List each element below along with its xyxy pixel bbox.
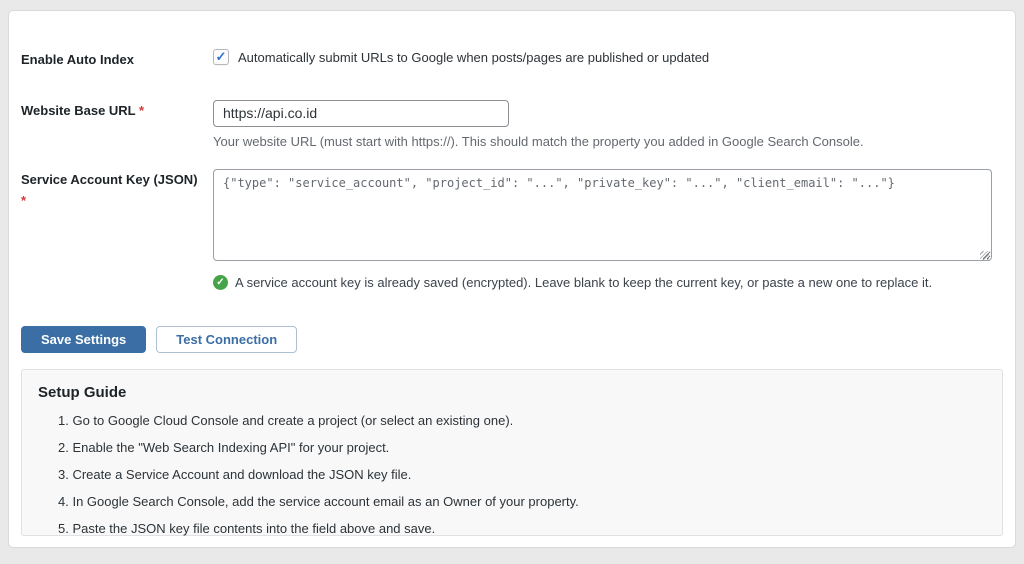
- auto-index-label: Enable Auto Index: [21, 52, 134, 67]
- settings-card: [8, 10, 1016, 548]
- test-connection-button[interactable]: Test Connection: [156, 326, 297, 353]
- auto-index-checkbox[interactable]: [213, 49, 229, 65]
- setup-guide-title: Setup Guide: [38, 383, 127, 401]
- checkbox-check-icon: ✓: [215, 48, 227, 64]
- success-check-icon: ✓: [213, 275, 228, 290]
- setup-guide-steps: [38, 413, 986, 536]
- auto-index-row: [21, 49, 1003, 70]
- setup-step: 1. Go to Google Cloud Console and create a project (or select an existing one).: [58, 412, 514, 428]
- base-url-label: Website Base URL *: [21, 102, 145, 118]
- required-asterisk: *: [21, 192, 27, 208]
- setup-guide-panel: [21, 369, 1003, 536]
- textarea-resize-handle[interactable]: [980, 251, 989, 260]
- service-key-textarea[interactable]: [213, 169, 992, 261]
- required-asterisk: *: [139, 102, 145, 118]
- setup-step: 2. Enable the "Web Search Indexing API" for your project.: [58, 439, 390, 455]
- service-key-row: [21, 169, 1003, 290]
- service-key-label: Service Account Key (JSON) *: [21, 169, 213, 211]
- button-bar: [21, 326, 1003, 353]
- auto-index-checkbox-label[interactable]: Automatically submit URLs to Google when posts/pages are published or updated: [238, 49, 710, 65]
- save-settings-button[interactable]: Save Settings: [21, 326, 146, 353]
- key-saved-status: [213, 275, 1003, 290]
- setup-step: 4. In Google Search Console, add the service account email as an Owner of your property.: [58, 493, 579, 509]
- base-url-help-text: Your website URL (must start with https://). This should match the property you added in Google Search Console.: [213, 133, 864, 149]
- setup-step: 3. Create a Service Account and download the JSON key file.: [58, 466, 412, 482]
- key-saved-status-text: A service account key is already saved (encrypted). Leave blank to keep the current key, or paste a new one to replace it.: [235, 274, 933, 290]
- base-url-input[interactable]: [213, 100, 509, 127]
- setup-step: 5. Paste the JSON key file contents into the field above and save.: [58, 520, 436, 536]
- base-url-row: [21, 100, 1003, 149]
